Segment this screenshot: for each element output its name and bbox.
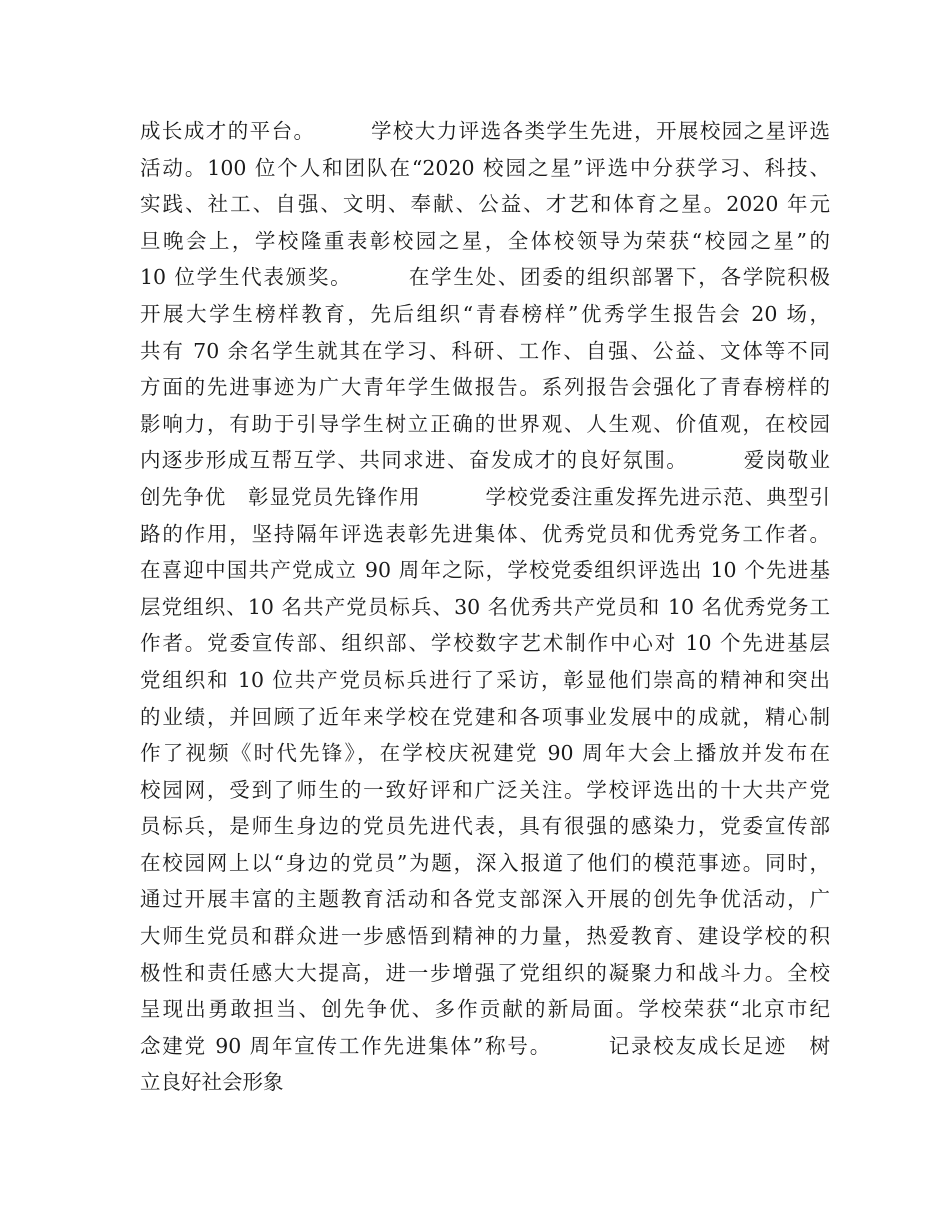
text-line: 10 位学生代表颁奖。 在学生处、团委的组织部署下，各学院积极 [140, 265, 830, 290]
body-text [140, 113, 830, 1101]
text-line: 活动。100 位个人和团队在“2020 校园之星”评选中分获学习、科技、 [140, 155, 830, 180]
text-line: 呈现出勇敢担当、创先争优、多作贡献的新局面。学校荣获“北京市纪 [140, 997, 830, 1022]
text-line: 极性和责任感大大提高，进一步增强了党组织的凝聚力和战斗力。全校 [140, 960, 830, 985]
text-line: 作者。党委宣传部、组织部、学校数字艺术制作中心对 10 个先进基层 [140, 631, 830, 656]
text-line: 创先争优 彰显党员先锋作用 学校党委注重发挥先进示范、典型引 [140, 484, 830, 509]
text-line: 共有 70 余名学生就其在学习、科研、工作、自强、公益、文体等不同 [140, 338, 830, 363]
text-line: 作了视频《时代先锋》，在学校庆祝建党 90 周年大会上播放并发布在 [140, 741, 830, 766]
text-line: 方面的先进事迹为广大青年学生做报告。系列报告会强化了青春榜样的 [140, 375, 830, 400]
text-line: 通过开展丰富的主题教育活动和各党支部深入开展的创先争优活动，广 [140, 887, 830, 912]
text-line: 旦晚会上，学校隆重表彰校园之星，全体校领导为荣获“校园之星”的 [140, 228, 830, 253]
text-line: 实践、社工、自强、文明、奉献、公益、才艺和体育之星。2020 年元 [140, 192, 830, 217]
text-line: 层党组织、10 名共产党员标兵、30 名优秀共产党员和 10 名优秀党务工 [140, 594, 830, 619]
text-line: 大师生党员和群众进一步感悟到精神的力量，热爱教育、建设学校的积 [140, 924, 830, 949]
text-line: 开展大学生榜样教育，先后组织“青春榜样”优秀学生报告会 20 场， [140, 301, 830, 326]
text-line: 的业绩，并回顾了近年来学校在党建和各项事业发展中的成就，精心制 [140, 704, 830, 729]
text-line: 念建党 90 周年宣传工作先进集体”称号。 记录校友成长足迹 树 [140, 1033, 830, 1058]
text-line: 影响力，有助于引导学生树立正确的世界观、人生观、价值观，在校园 [140, 411, 830, 436]
text-line: 在喜迎中国共产党成立 90 周年之际，学校党委组织评选出 10 个先进基 [140, 558, 830, 583]
text-line: 内逐步形成互帮互学、共同求进、奋发成才的良好氛围。 爱岗敬业 [140, 448, 830, 473]
text-line: 成长成才的平台。 学校大力评选各类学生先进，开展校园之星评选 [140, 119, 830, 143]
text-line: 路的作用，坚持隔年评选表彰先进集体、优秀党员和优秀党务工作者。 [140, 521, 830, 546]
text-line: 在校园网上以“身边的党员”为题，深入报道了他们的模范事迹。同时， [140, 850, 830, 875]
text-line: 立良好社会形象 [140, 1070, 284, 1095]
text-line: 员标兵，是师生身边的党员先进代表，具有很强的感染力，党委宣传部 [140, 814, 830, 839]
text-line: 党组织和 10 位共产党员标兵进行了采访，彰显他们崇高的精神和突出 [140, 667, 830, 692]
text-line: 校园网，受到了师生的一致好评和广泛关注。学校评选出的十大共产党 [140, 777, 830, 802]
